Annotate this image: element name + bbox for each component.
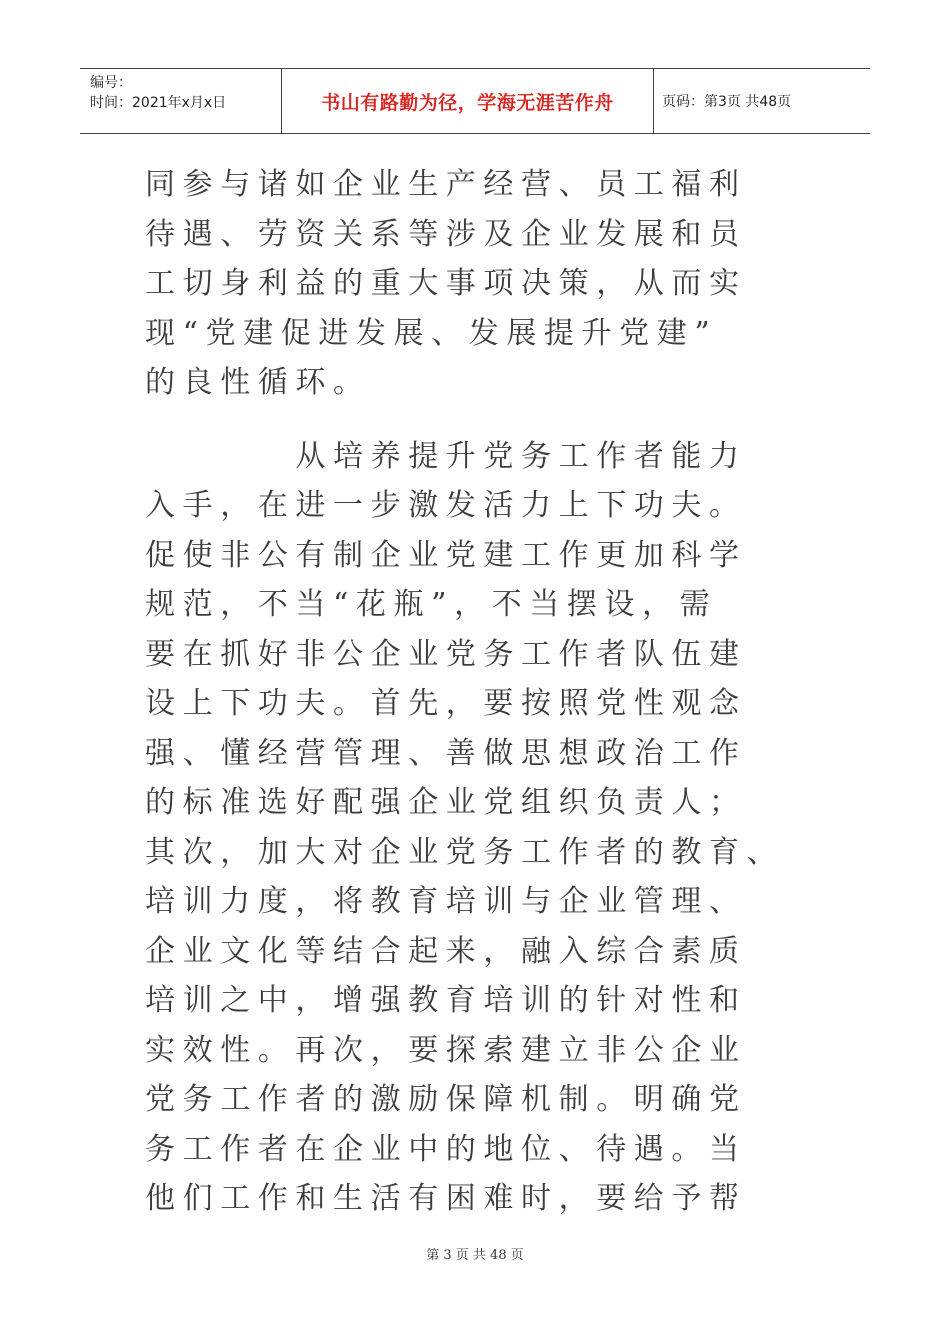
document-number: 编号： (90, 75, 132, 91)
text-line: 培训力度，将教育培训与企业管理、 (145, 884, 747, 919)
paragraph-1 (145, 160, 805, 408)
header-meta (80, 69, 282, 133)
paragraph-2 (145, 432, 805, 1224)
text-line: 企业文化等结合起来，融入综合素质 (145, 933, 747, 969)
text-line: 实效性。再次，要探索建立非公企业 (145, 1032, 747, 1068)
text-line: 入手，在进一步激发活力上下功夫。 (145, 488, 747, 523)
text-line: 其次，加大对企业党务工作者的教育、 (145, 834, 785, 870)
text-line: 现“党建促进发展、发展提升党建” (145, 315, 718, 351)
text-line: 从培养提升党务工作者能力 (145, 438, 747, 474)
text-line: 的标准选好配强企业党组织负责人； (145, 785, 747, 820)
page-footer: 第 3 页 共 48 页 (426, 1248, 524, 1263)
text-line: 培训之中，增强教育培训的针对性和 (145, 983, 747, 1018)
paragraph-gap (145, 408, 805, 432)
text-line: 他们工作和生活有困难时，要给予帮 (145, 1181, 747, 1216)
header-page-info: 页码：第3页 共48页 (662, 94, 792, 110)
document-body (145, 160, 805, 1224)
text-line: 设上下功夫。首先，要按照党性观念 (145, 686, 747, 721)
text-line: 强、懂经营管理、善做思想政治工作 (145, 735, 747, 771)
text-line: 促使非公有制企业党建工作更加科学 (145, 537, 747, 573)
text-line: 务工作者在企业中的地位、待遇。当 (145, 1131, 747, 1167)
text-line: 党务工作者的激励保障机制。明确党 (145, 1082, 747, 1117)
header-page-info-cell (654, 69, 870, 133)
document-time: 时间：2021年x月x日 (90, 95, 227, 111)
text-line: 待遇、劳资关系等涉及企业发展和员 (145, 216, 747, 252)
page-header (80, 68, 870, 134)
text-line: 工切身利益的重大事项决策，从而实 (145, 266, 747, 301)
text-line: 要在抓好非公企业党务工作者队伍建 (145, 636, 747, 672)
header-motto-cell (282, 69, 654, 133)
text-line: 规范，不当“花瓶”，不当摆设，需 (145, 587, 718, 622)
text-line: 的良性循环。 (145, 365, 371, 400)
header-motto: 书山有路勤为径，学海无涯苦作舟 (321, 91, 614, 114)
text-line: 同参与诸如企业生产经营、员工福利 (145, 167, 747, 202)
